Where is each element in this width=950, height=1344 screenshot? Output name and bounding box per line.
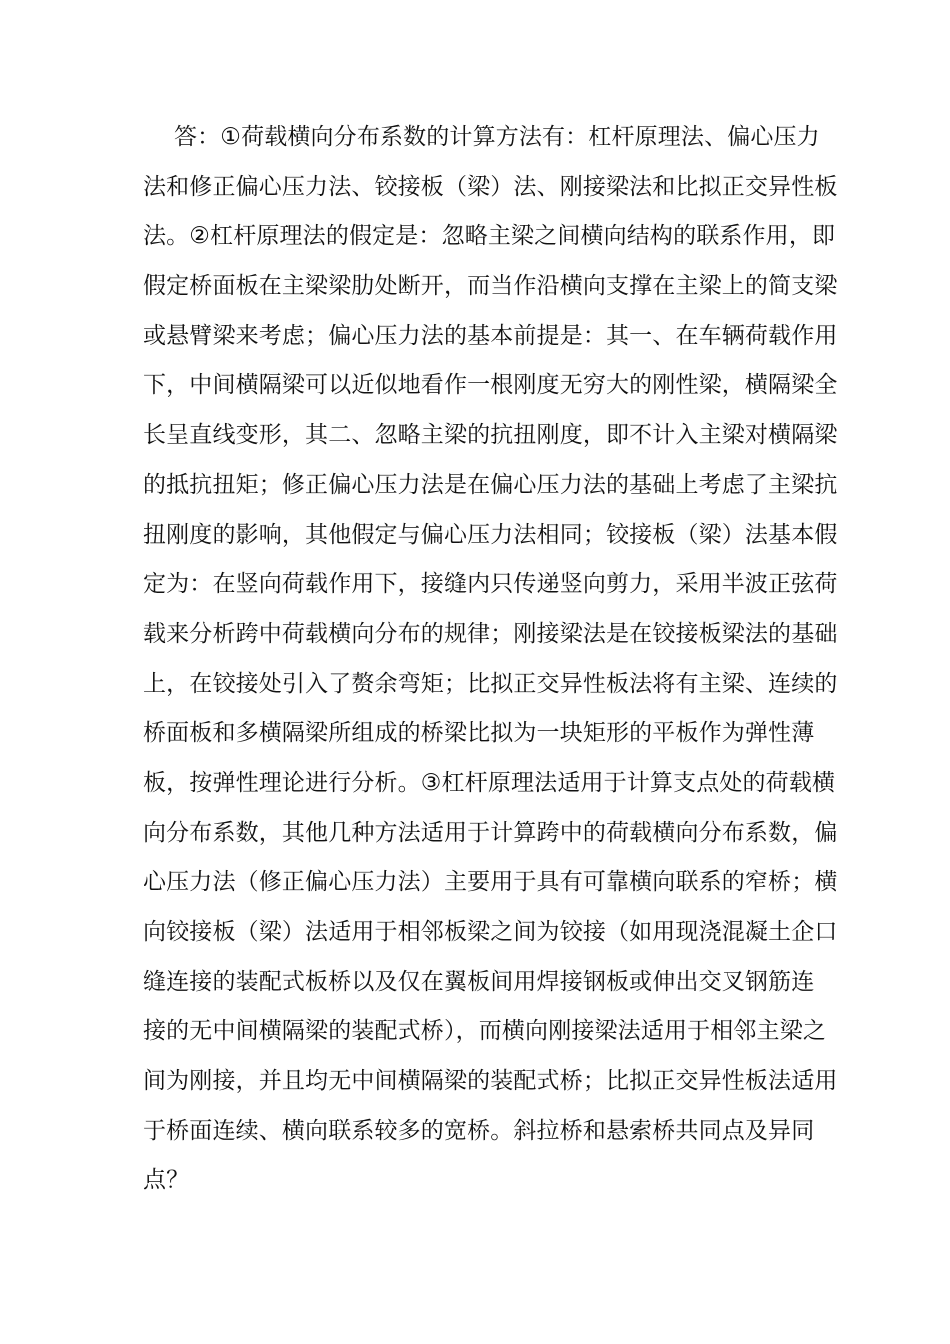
paragraph-line: 扭刚度的影响，其他假定与偏心压力法相同；铰接板（梁）法基本假 xyxy=(143,521,838,548)
paragraph-line: 于桥面连续、横向联系较多的宽桥。斜拉桥和悬索桥共同点及异同 xyxy=(143,1117,815,1144)
paragraph-line: 上，在铰接处引入了赘余弯矩；比拟正交异性板法将有主梁、连续的 xyxy=(143,670,838,697)
paragraph-line: 间为刚接，并且均无中间横隔梁的装配式桥；比拟正交异性板法适用 xyxy=(143,1068,838,1095)
paragraph-line: 向铰接板（梁）法适用于相邻板梁之间为铰接（如用现浇混凝土企口 xyxy=(143,919,838,945)
paragraph-line: 下，中间横隔梁可以近似地看作一根刚度无穷大的刚性梁，横隔梁全 xyxy=(143,372,838,399)
paragraph-line: 桥面板和多横隔梁所组成的桥梁比拟为一块矩形的平板作为弹性薄 xyxy=(143,720,815,747)
paragraph-line: 的抵抗扭矩；修正偏心压力法是在偏心压力法的基础上考虑了主梁抗 xyxy=(143,471,838,498)
paragraph-line: 假定桥面板在主梁梁肋处断开，而当作沿横向支撑在主梁上的简支梁 xyxy=(143,273,838,300)
paragraph-line: 答：①荷载横向分布系数的计算方法有：杠杆原理法、偏心压力 xyxy=(174,124,820,150)
paragraph-line: 法。②杠杆原理法的假定是：忽略主梁之间横向结构的联系作用，即 xyxy=(143,223,836,250)
paragraph-line: 接的无中间横隔梁的装配式桥），而横向刚接梁法适用于相邻主梁之 xyxy=(143,1018,826,1045)
paragraph-line: 点？ xyxy=(143,1167,190,1194)
paragraph-line: 板，按弹性理论进行分析。③杠杆原理法适用于计算支点处的荷载横 xyxy=(143,769,836,796)
paragraph-line: 向分布系数，其他几种方法适用于计算跨中的荷载横向分布系数，偏 xyxy=(143,819,838,846)
answer-paragraph xyxy=(143,113,838,1206)
paragraph-line: 法和修正偏心压力法、铰接板（梁）法、刚接梁法和比拟正交异性板 xyxy=(143,173,838,200)
paragraph-line: 或悬臂梁来考虑；偏心压力法的基本前提是：其一、在车辆荷载作用 xyxy=(143,322,838,349)
paragraph-line: 心压力法（修正偏心压力法）主要用于具有可靠横向联系的窄桥；横 xyxy=(143,869,838,896)
paragraph-line: 长呈直线变形，其二、忽略主梁的抗扭刚度，即不计入主梁对横隔梁 xyxy=(143,422,838,449)
paragraph-line: 定为：在竖向荷载作用下，接缝内只传递竖向剪力，采用半波正弦荷 xyxy=(143,571,838,598)
paragraph-line: 载来分析跨中荷载横向分布的规律；刚接梁法是在铰接板梁法的基础 xyxy=(143,620,838,647)
paragraph-line: 缝连接的装配式板桥以及仅在翼板间用焊接钢板或伸出交叉钢筋连 xyxy=(143,968,815,995)
